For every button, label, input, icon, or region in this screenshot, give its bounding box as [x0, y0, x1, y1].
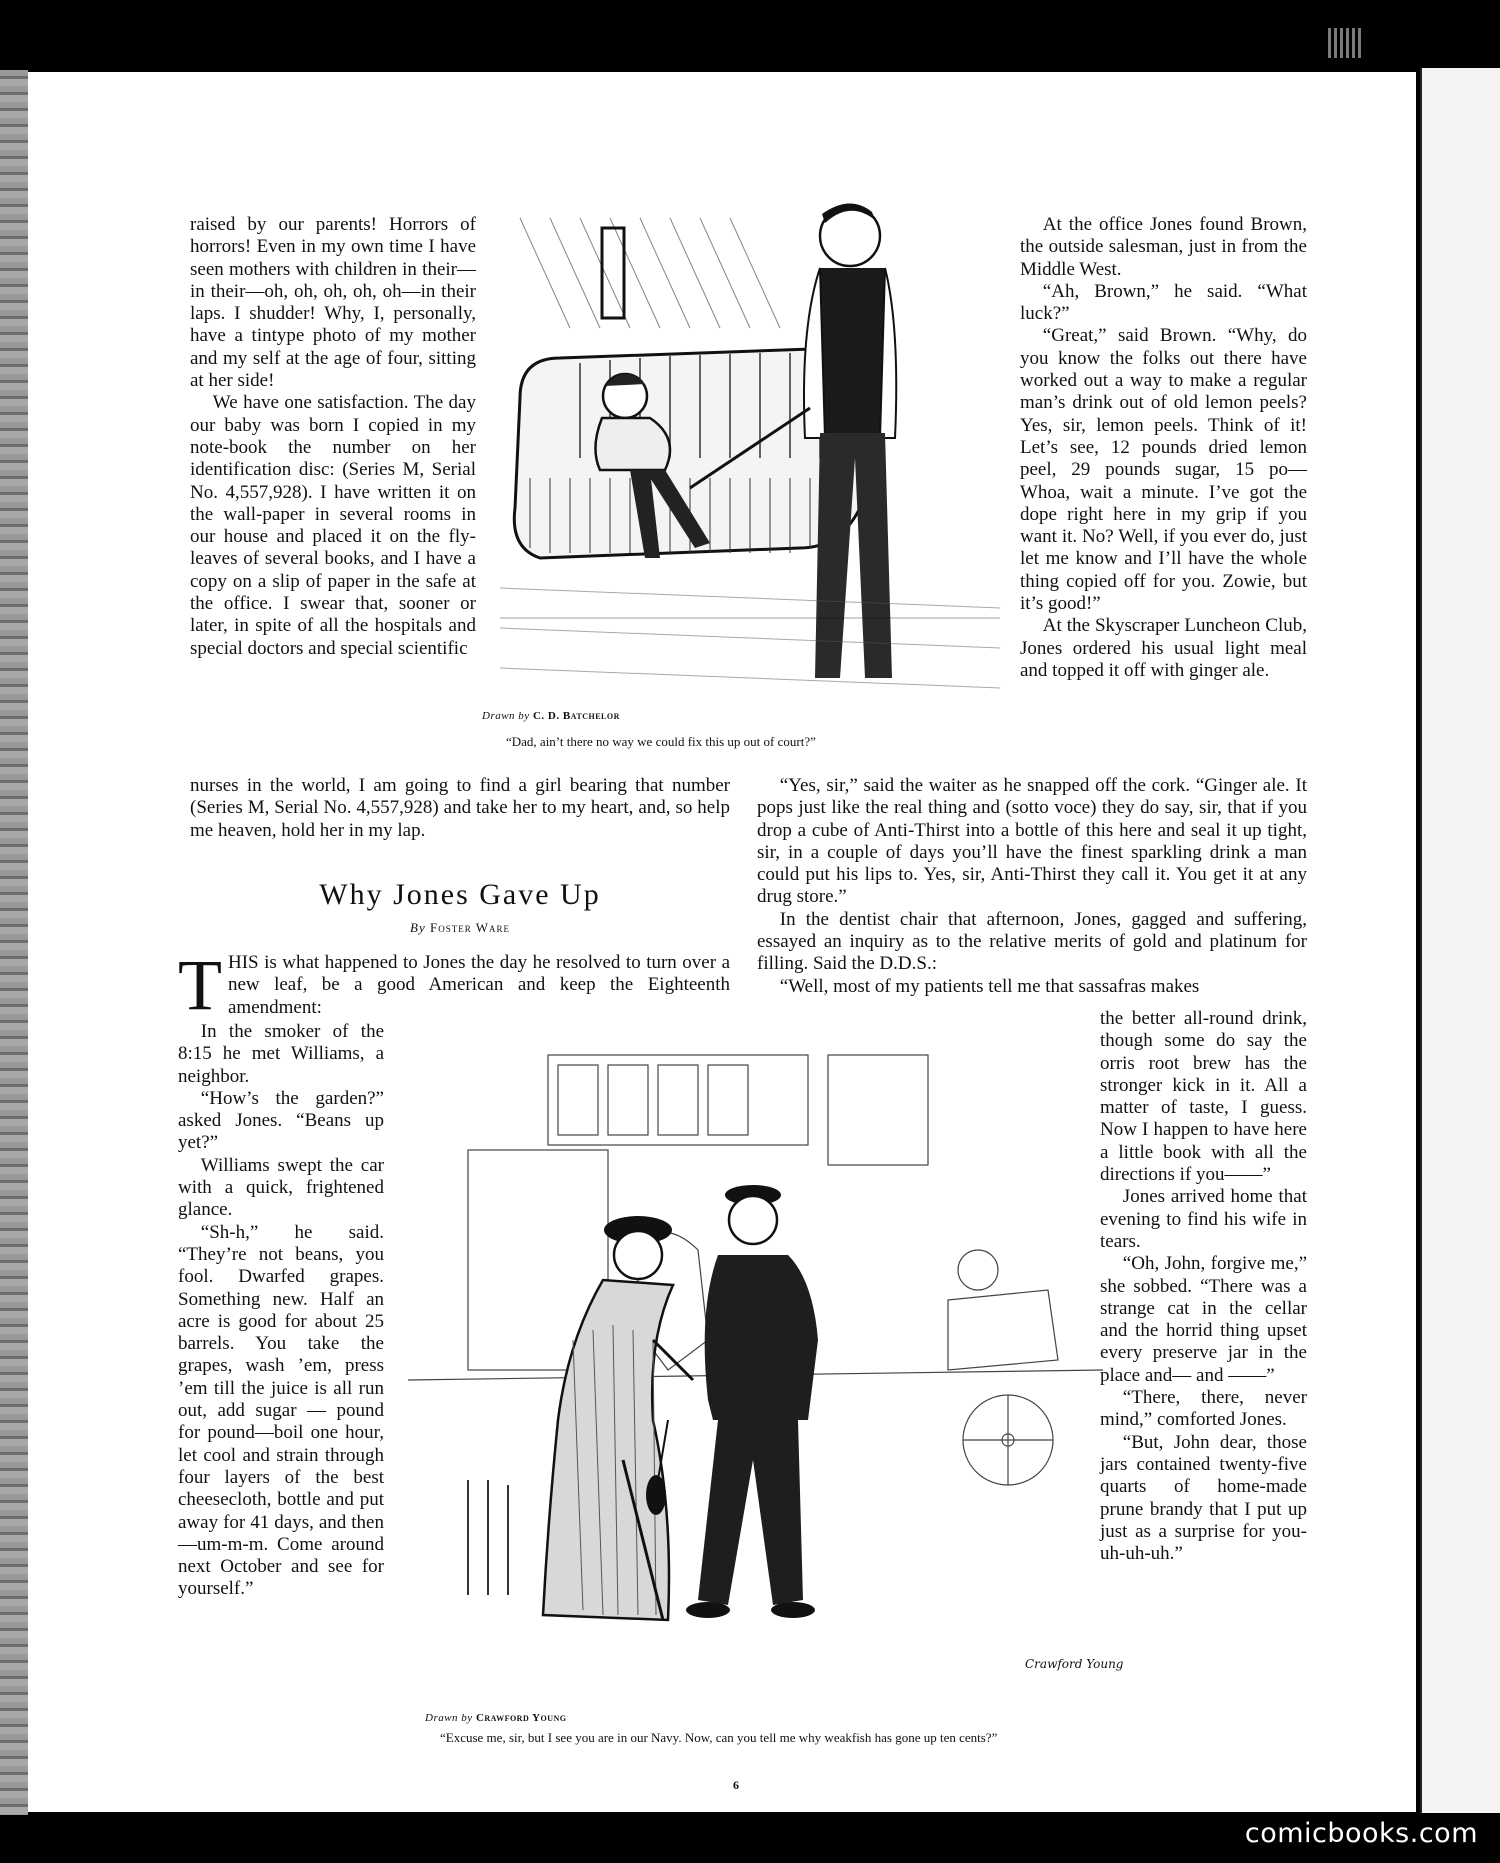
illustration-drawing — [408, 1040, 1124, 1720]
wide-right-paragraphs — [757, 775, 1307, 998]
illustration-credit — [482, 710, 620, 722]
paragraph: “Sh-h,” he said. “They’re not beans, you fool. Dwarfed grapes. Something new. Half an acre is good for about 25 barrels. You take the grapes, wash ’em, press ’em till the juice is all run out, add sugar — pound for pound—boil one hour, let cool and strain through four layers of the best cheesecloth, bottle and put away for 41 days, and then—um-m-m. Come around next October and see for yourself.” — [178, 1221, 384, 1600]
paragraph: “Oh, John, forgive me,” she sobbed. “There was a strange cat in the cellar and the horrid thing upset every preserve jar in the place and— and ——” — [1100, 1253, 1307, 1386]
illustration-father-and-son — [500, 208, 1000, 698]
story-title: Why Jones Gave Up — [319, 878, 601, 911]
credit-prefix: Drawn by — [482, 710, 530, 722]
top-left-column — [190, 214, 476, 660]
opening-text: HIS is what happened to Jones the day he resolved to turn over a new leaf, be a good American and keep the Eighteenth amendment: — [227, 952, 730, 1018]
paragraph: “How’s the garden?” asked Jones. “Beans up yet?” — [178, 1087, 384, 1154]
paragraph: We have one satisfaction. The day our baby was born I copied in my note-book the number on her identification disc: (Series M, Serial No. 4,557,928). I have written it on the wall-paper in several rooms in our house and placed it on the fly-leaves of several books, and I have a copy on a slip of paper in the safe at the office. I swear that, sooner or later, in spite of all the hospitals and special doctors and special scientific — [190, 392, 476, 659]
scan-corner-mark — [1328, 28, 1362, 58]
artist-signature: Crawford Young — [1025, 1657, 1124, 1671]
illustration-caption: “Excuse me, sir, but I see you are in our Navy. Now, can you tell me why weakfish has gone up ten cents?” — [440, 1730, 998, 1745]
paragraph: “Well, most of my patients tell me that sassafras makes — [779, 975, 1200, 997]
illustration-caption: “Dad, ain’t there no way we could fix this up out of court?” — [506, 734, 816, 749]
bottom-left-column — [178, 1021, 384, 1601]
book-spine — [0, 70, 28, 1815]
paragraph: At the office Jones found Brown, the outside salesman, just in from the Middle West. — [1020, 214, 1307, 280]
site-watermark: comicbooks.com — [1244, 1818, 1478, 1849]
paragraph: “Great,” said Brown. “Why, do you know the folks out there have worked out a way to make a regular man’s drink out of old lemon peels? Yes, sir, lemon peels. Think of it! Let’s see, 12 pounds dried lemon peel, 29 pounds sugar, 15 po— Whoa, wait a minute. I’ve got the dope right here in my grip if you want it. No? Well, if you ever do, just let me know and I’ll have the whole thing copied off for you. Zowie, but it’s good!” — [1020, 325, 1307, 615]
illustration-credit — [425, 1712, 567, 1724]
paragraph: “Yes, sir,” said the waiter as he snapped off the cork. “Ginger ale. It pops just like the real thing and (sotto voce) they do say, sir, that if you drop a cube of Anti-Thirst into a bottle of this here and seal it up tight, sir, in a couple of days you’ll have the finest sparkling drink a man could put his lips to. Yes, sir, Anti-Thirst they call it. You get it at any drug store.” — [757, 775, 1307, 908]
drop-cap: T — [178, 945, 222, 1025]
credit-prefix: Drawn by — [425, 1712, 473, 1724]
top-right-column — [1020, 214, 1307, 682]
paragraph: In the dentist chair that afternoon, Jones, gagged and suffering, essayed an inquiry as to the relative merits of gold and platinum for filling. Said the D.D.S.: — [757, 908, 1307, 975]
paragraph: “There, there, never mind,” comforted Jones. — [1100, 1387, 1307, 1431]
paragraph: raised by our parents! Horrors of horrors! Even in my own time I have seen mothers with children in their—in their—oh, oh, oh, oh, oh—in their laps. I shudder! Why, I, personally, have a tintype photo of my mother and my self at the age of four, sitting at her side! — [190, 214, 476, 392]
paragraph: the better all-round drink, though some do say the orris root brew has the stronger kick in it. All a matter of taste, I guess. Now I happen to have here a little book with all the directions if you——” — [1100, 1008, 1307, 1186]
illustration-street-scene — [408, 1040, 1124, 1720]
facing-page-edge — [1420, 68, 1500, 1813]
paragraph: At the Skyscraper Luncheon Club, Jones ordered his usual light meal and topped it off with ginger ale. — [1020, 615, 1307, 681]
artist-name: Crawford Young — [475, 1712, 567, 1724]
paragraph: Williams swept the car with a quick, frightened glance. — [178, 1154, 384, 1221]
bottom-right-column — [1100, 1008, 1307, 1565]
artist-name: C. D. Batchelor — [532, 710, 620, 722]
wide-left-paragraph — [190, 775, 730, 842]
author-name: Foster Ware — [429, 920, 510, 935]
paragraph: nurses in the world, I am going to find a girl bearing that number (Series M, Serial No. 4,557,928) and take her to my heart, and, so help me heaven, hold her in my lap. — [190, 775, 730, 841]
paragraph: “Ah, Brown,” he said. “What luck?” — [1020, 280, 1307, 325]
page-number: 6 — [733, 1778, 739, 1792]
story-byline — [190, 920, 730, 936]
illustration-drawing — [500, 208, 1000, 698]
paragraph: “But, John dear, those jars contained twenty-five quarts of home-made prune brandy that I put up just as a surprise for you-uh-uh-uh.” — [1100, 1431, 1307, 1565]
story-opening — [178, 945, 730, 1025]
byline-prefix: By — [410, 920, 426, 935]
paragraph: In the smoker of the 8:15 he met Williams, a neighbor. — [178, 1021, 384, 1087]
paragraph: Jones arrived home that evening to find his wife in tears. — [1100, 1186, 1307, 1252]
